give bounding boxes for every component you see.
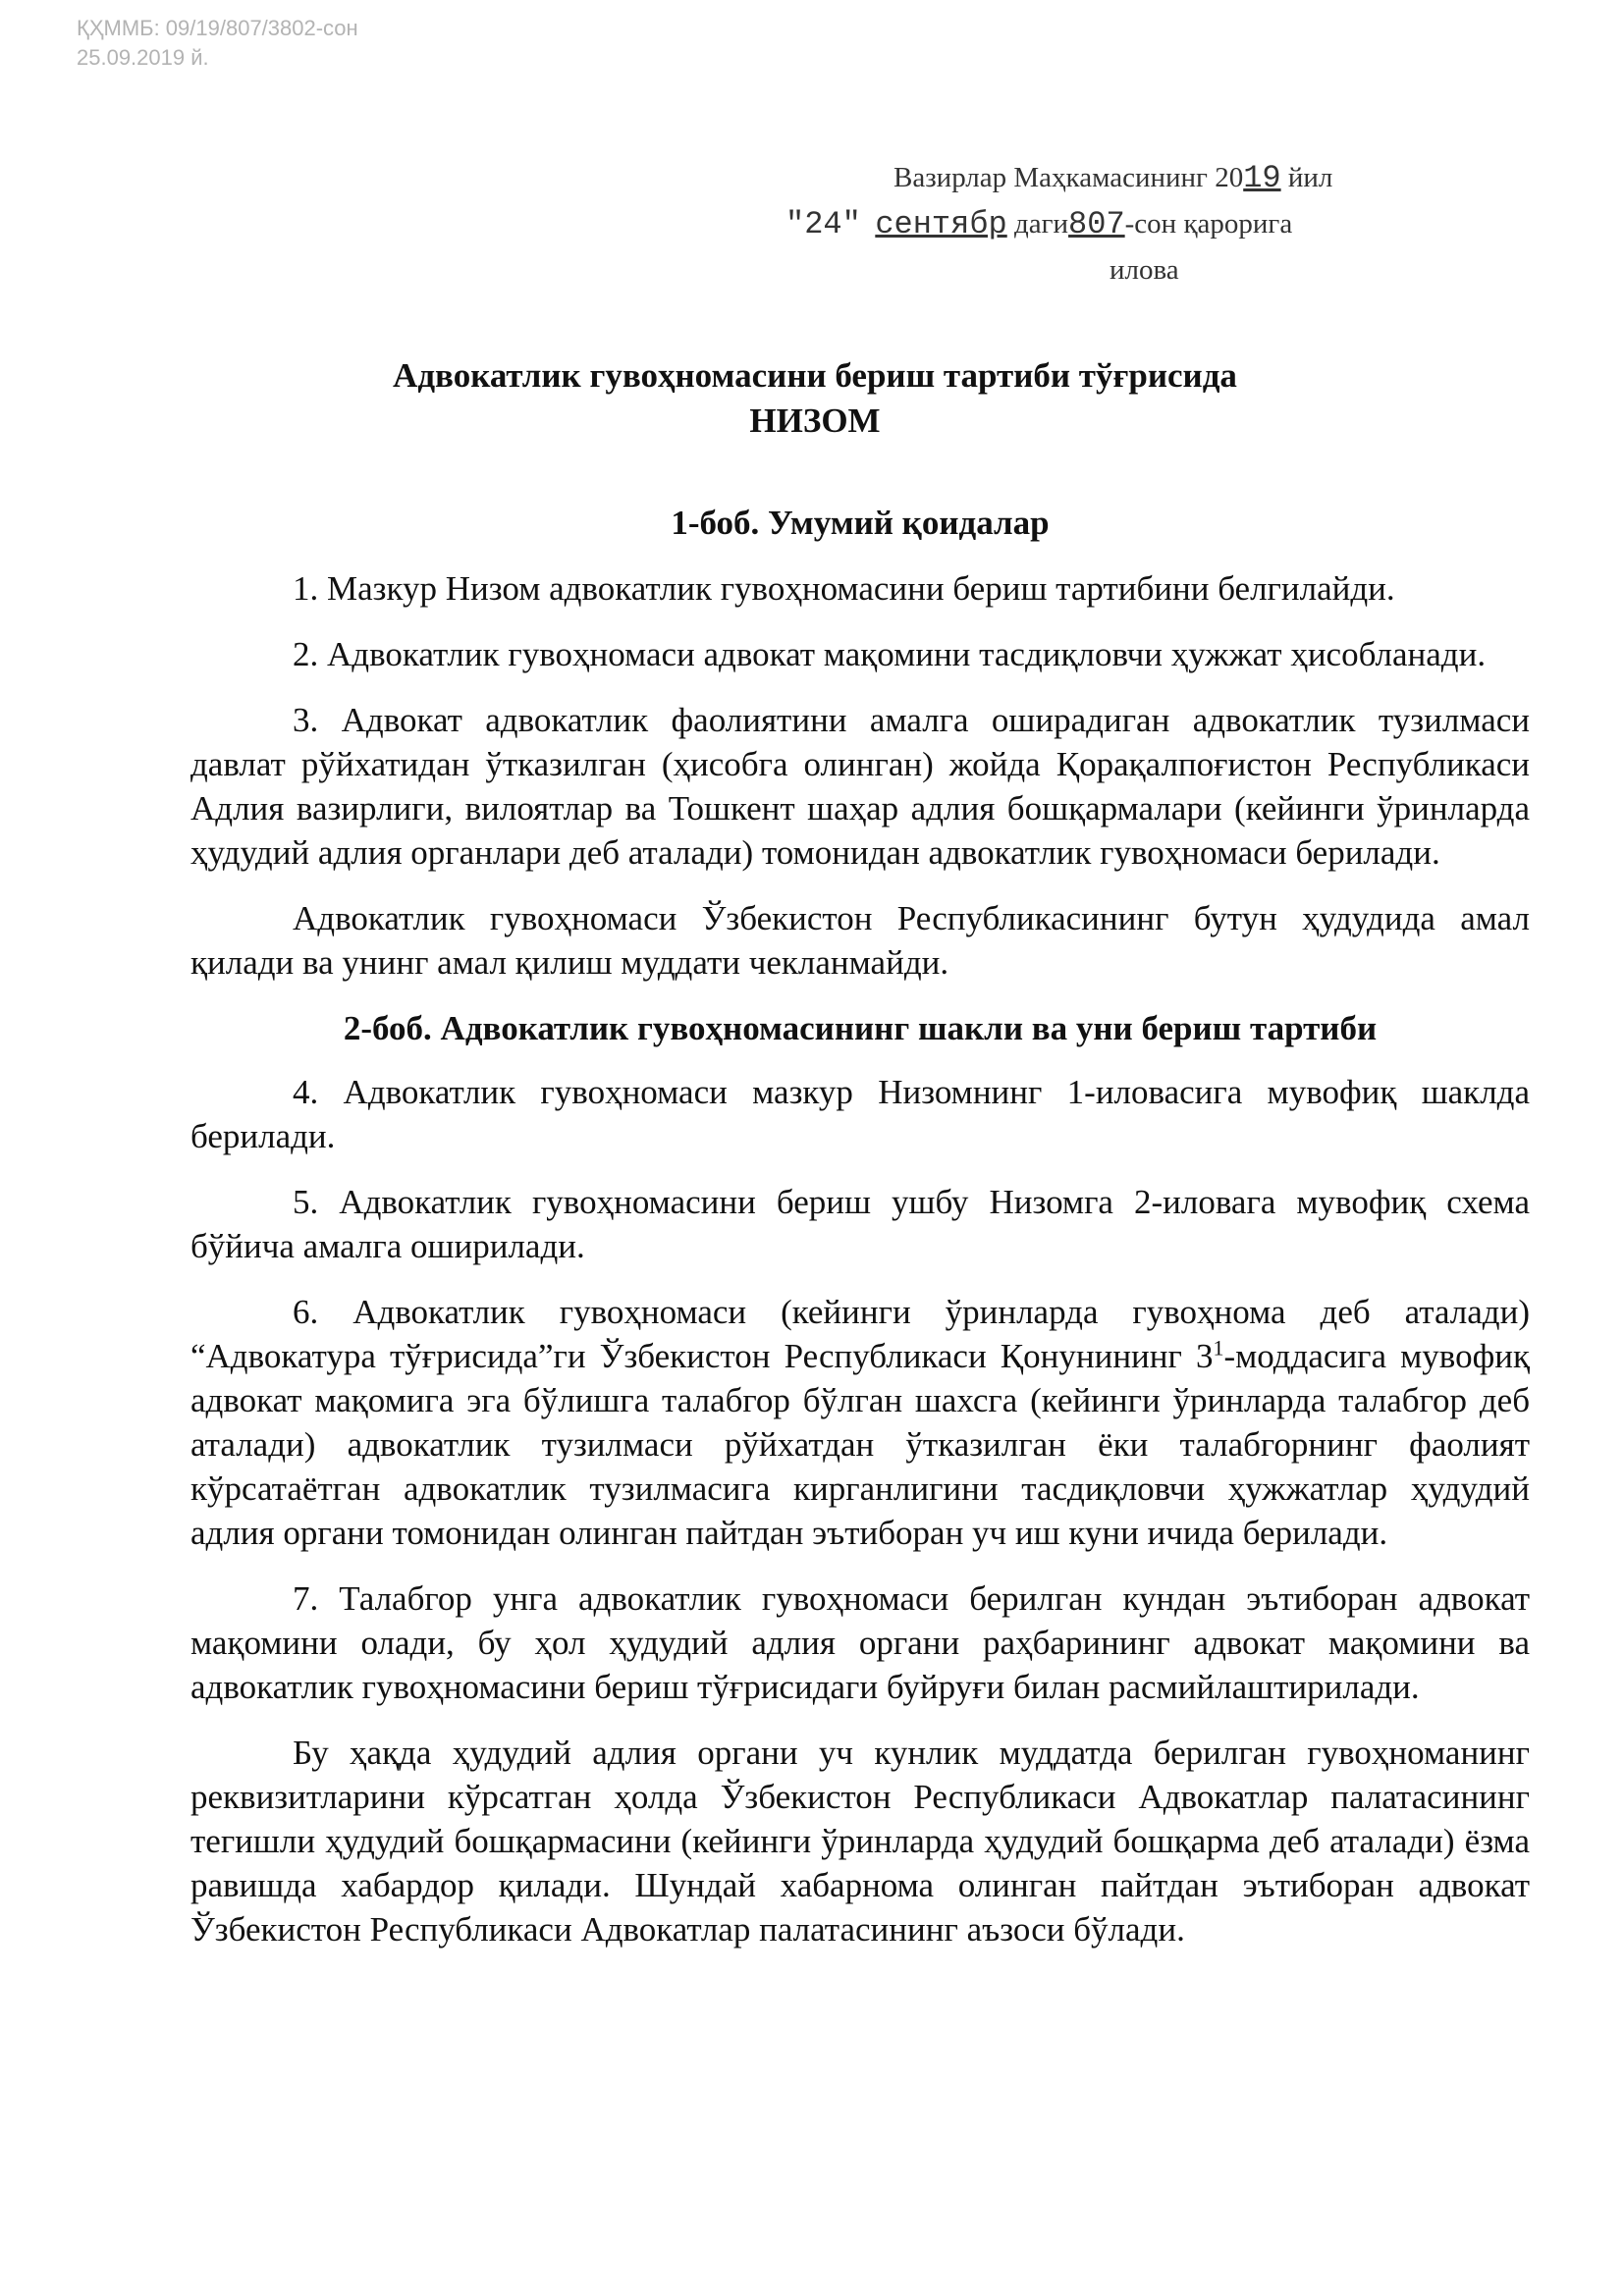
handwritten-month: сентябр: [875, 206, 1007, 242]
registration-number: ҚҲММБ: 09/19/807/3802-сон: [77, 16, 358, 40]
handwritten-year: 19: [1243, 160, 1281, 196]
registration-stamp: [77, 14, 358, 73]
approval-line-3: илова: [1110, 254, 1179, 286]
chapter-2-heading: 2-боб. Адвокатлик гувоҳномасининг шакли ва уни бериш тартиби: [343, 1009, 1378, 1047]
chapter-1-heading: 1-боб. Умумий қоидалар: [671, 504, 1050, 542]
paragraph-1: 1. Мазкур Низом адвокатлик гувоҳномасини бериш тартибини белгилайди.: [293, 569, 1395, 608]
title-line-1: Адвокатлик гувоҳномасини бериш тартиби тўғрисида: [393, 356, 1237, 395]
approval-line-1: Вазирлар Маҳкамасининг 2019 йил: [893, 160, 1333, 196]
handwritten-day: "24": [785, 206, 861, 242]
paragraph-7-continued: Бу ҳақда ҳудудий адлия органи уч кунлик муддатда берилган гувоҳноманинг реквизитларини кўрсатган ҳолда Ўзбекистон Республикаси Адвокатлар палатасининг тегишли ҳудудий бошқармасини (кейинги ўринларда ҳудудий бошқарма деб аталади) ёзма равишда хабардор қилади. Шундай хабарнома олинган пайтдан эътиборан адвокат Ўзбекистон Республикаси Адвокатлар палатасининг аъзоси бўлади.: [190, 1734, 1530, 1949]
document-body: [190, 501, 1530, 1973]
paragraph-5: 5. Адвокатлик гувоҳномасини бериш ушбу Низомга 2-иловага мувофиқ схема бўйича амалга оширилади.: [190, 1183, 1530, 1265]
paragraph-7: 7. Талабгор унга адвокатлик гувоҳномаси берилган кундан эътиборан адвокат мақомини олади, бу ҳол ҳудудий адлия органи раҳбарининг адвокат мақомини ва адвокатлик гувоҳномасини бериш тўғрисидаги буйруғи билан расмийлаштирилади.: [190, 1579, 1530, 1706]
paragraph-3-continued: Адвокатлик гувоҳномаси Ўзбекистон Республикасининг бутун ҳудудида амал қилади ва унинг амал қилиш муддати чекланмайди.: [190, 899, 1530, 982]
paragraph-3: 3. Адвокат адвокатлик фаолиятини амалга оширадиган адвокатлик тузилмаси давлат рўйхатидан ўтказилган (ҳисобга олинган) жойда Қорақалпоғистон Республикаси Адлия вазирлиги, вилоятлар ва Тошкент шаҳар адлия бошқармалари (кейинги ўринларда ҳудудий адлия органлари деб аталади) томонидан адвокатлик гувоҳномаси берилади.: [190, 701, 1530, 872]
document-title: [196, 353, 1434, 444]
superscript: 1: [1213, 1335, 1224, 1361]
title-line-2: НИЗОМ: [749, 401, 881, 440]
approval-line-2: "24" сентябр даги807-сон қарорига: [785, 206, 1293, 242]
paragraph-2: 2. Адвокатлик гувоҳномаси адвокат мақомини тасдиқловчи ҳужжат ҳисобланади.: [293, 635, 1487, 673]
paragraph-6: 6. Адвокатлик гувоҳномаси (кейинги ўринларда гувоҳнома деб аталади) “Адвокатура тўғрисида”ги Ўзбекистон Республикаси Қонунининг $3^1$-моддасига мувофиқ адвокат мақомига эга бўлишга талабгор бўлган шахсга (кейинги ўринларда талабгор деб аталади) адвокатлик тузилмаси рўйхатдан ўтказилган ёки талабгорнинг фаолият кўрсатаётган адвокатлик тузилмасига кирганлигини тасдиқловчи ҳужжатлар ҳудудий адлия органи томонидан олинган пайтдан эътиборан уч иш куни ичида берилади.: [190, 1293, 1531, 1552]
handwritten-decree-number: 807: [1068, 206, 1125, 242]
approval-annex-note: [785, 155, 1434, 293]
registration-date: 25.09.2019 й.: [77, 45, 209, 70]
paragraph-4: 4. Адвокатлик гувоҳномаси мазкур Низомнинг 1-иловасига мувофиқ шаклда берилади.: [190, 1073, 1530, 1155]
